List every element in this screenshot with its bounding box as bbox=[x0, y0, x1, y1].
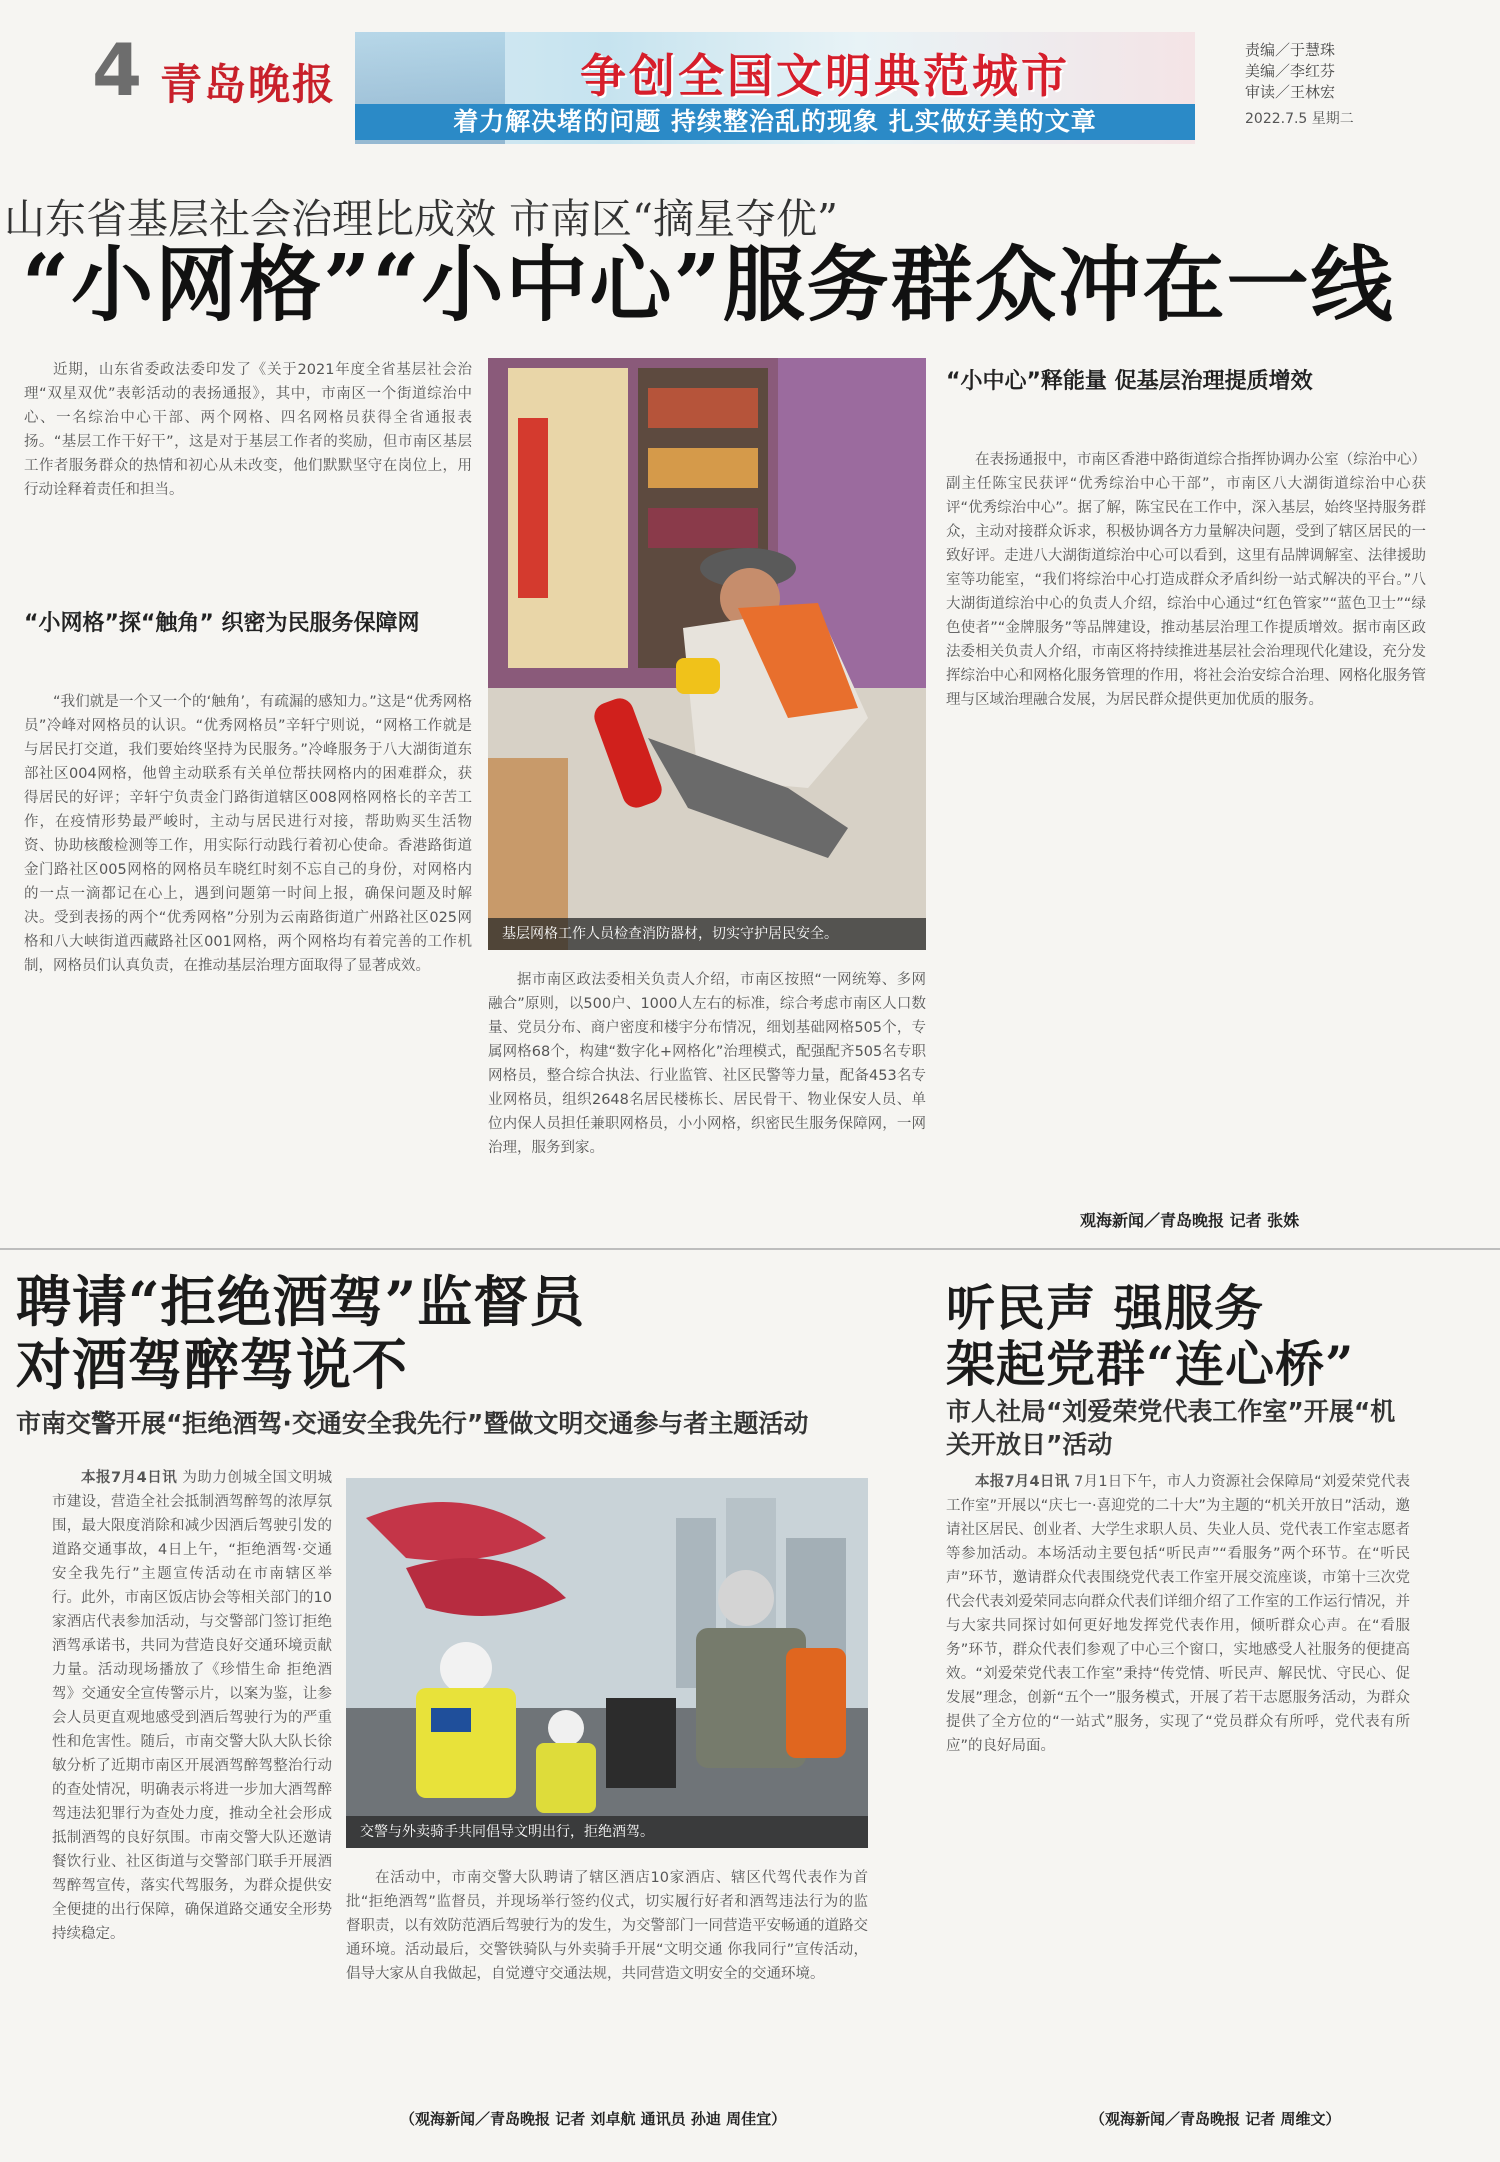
lead-byline: 观海新闻／青岛晚报 记者 张姝 bbox=[1080, 1211, 1300, 1230]
lead-intro bbox=[24, 358, 472, 602]
story2-photo bbox=[346, 1478, 868, 1848]
newspaper-logo: 青岛晚报 bbox=[160, 60, 337, 109]
lead-subhead-2: “小中心”释能量 促基层治理提质增效 bbox=[946, 369, 1313, 394]
photo-caption: 基层网格工作人员检查消防器材，切实守护居民安全。 bbox=[488, 918, 926, 950]
story2-subtitle: 市南交警开展“拒绝酒驾·交通安全我先行”暨做文明交通参与者主题活动 bbox=[16, 1409, 809, 1438]
story3-headline-line: 听民声 强服务 bbox=[946, 1279, 1265, 1337]
publication-date: 2022.7.5 星期二 bbox=[1245, 111, 1354, 127]
banner-slogan: 争创全国文明典范城市 bbox=[580, 49, 1070, 103]
lead-photo bbox=[488, 358, 926, 950]
firefighter-inspection-image bbox=[488, 358, 926, 950]
story2-column-b bbox=[346, 1866, 868, 2102]
editor-line: 责编／于慧珠 bbox=[1245, 41, 1336, 59]
story2-headline bbox=[16, 1270, 916, 1397]
column-paragraph: 在活动中，市南交警大队聘请了辖区酒店10家酒店、辖区代驾代表作为首批“拒绝酒驾”监督员，并现场举行签约仪式，切实履行好者和酒驾违法行为的监督职责，以有效防范酒后驾驶行为的发生，为交警部门一同营造平安畅通的道路交通环境。活动最后，交警铁骑队与外卖骑手开展“文明交通 你我同行”宣传活动，倡导大家从自我做起，自觉遵守交通法规，共同营造文明安全的交通环境。 bbox=[346, 1870, 868, 1982]
photo-caption: 交警与外卖骑手共同倡导文明出行，拒绝酒驾。 bbox=[346, 1816, 868, 1848]
intro-paragraph: 近期，山东省委政法委印发了《关于2021年度全省基层社会治理“双星双优”表彰活动的表扬通报》，其中，市南区一个街道综治中心、一名综治中心干部、两个网格、四名网格员获得全省通报表扬。“基层工作干好干”，这是对于基层工作者的奖励，但市南区基层工作者服务群众的热情和初心从未改变，他们默默坚守在岗位上，用行动诠释着责任和担当。 bbox=[24, 362, 472, 498]
lead-headline: “小网格”“小中心”服务群众冲在一线 bbox=[22, 237, 1395, 333]
story3-byline: （观海新闻／青岛晚报 记者 周维文） bbox=[1090, 2110, 1341, 2128]
column-paragraph: “我们就是一个又一个的‘触角’，有疏漏的感知力。”这是“优秀网格员”冷峰对网格员的认识。“优秀网格员”辛轩宁则说，“网格工作就是与居民打交道，我们要始终坚持为民服务。”冷峰服务于八大湖街道东部社区004网格，他曾主动联系有关单位帮扶网格内的困难群众，获得居民的好评；辛轩宁负责金门路街道辖区008网格网格长的辛苦工作，在疫情形势最严峻时，主动与居民进行对接，帮助购买生活物资、协助核酸检测等工作，用实际行动践行着初心使命。香港路街道金门路社区005网格的网格员车晓红时刻不忘自己的身份，对网格内的一点一滴都记在心上，遇到问题第一时间上报，确保问题及时解决。受到表扬的两个“优秀网格”分别为云南路街道广州路社区025网格和八大峡街道西藏路社区001网格，两个网格均有着完善的工作机制，网格员们认真负责，在推动基层治理方面取得了显著成效。 bbox=[24, 694, 472, 974]
story2-headline-line: 聘请“拒绝酒驾”监督员 bbox=[16, 1269, 586, 1334]
lead-column-3 bbox=[946, 448, 1426, 1200]
column-paragraph: 据市南区政法委相关负责人介绍，市南区按照“一网统筹、多网融合”原则，以500户、1000人左右的标准，综合考虑市南区人口数量、党员分布、商户密度和楼宇分布情况，细划基础网格505个，专属网格68个，构建“数字化+网格化”治理模式，配强配齐505名专职网格员，整合综合执法、行业监管、社区民警等力量，配备453名专业网格员，组织2648名居民楼栋长、居民骨干、物业保安人员、单位内保人员担任兼职网格员，小小网格，织密民生服务保障网，一网治理，服务到家。 bbox=[488, 972, 926, 1156]
campaign-banner bbox=[355, 32, 1195, 144]
lead-kicker: 山东省基层社会治理比成效 市南区“摘星夺优” bbox=[4, 195, 838, 243]
page-number: 4 bbox=[92, 28, 143, 112]
story3-body bbox=[946, 1470, 1410, 2098]
section-divider bbox=[0, 1248, 1500, 1250]
story3-subtitle: 市人社局“刘爱荣党代表工作室”开展“机关开放日”活动 bbox=[946, 1397, 1396, 1459]
story2-column-a bbox=[52, 1466, 332, 2138]
story3-dateline: 本报7月4日讯 bbox=[975, 1474, 1070, 1490]
story3-paragraph bbox=[946, 1470, 1410, 1758]
lead-column-1 bbox=[24, 690, 472, 1230]
editor-line: 美编／李红芬 bbox=[1245, 62, 1336, 80]
lead-column-2 bbox=[488, 968, 926, 1230]
story3-headline bbox=[946, 1280, 1486, 1393]
story2-paragraph bbox=[52, 1466, 332, 1946]
story2-text: 为助力创城全国文明城市建设，营造全社会抵制酒驾醉驾的浓厚氛围，最大限度消除和减少因酒后驾驶引发的道路交通事故，4日上午，“拒绝酒驾·交通安全我先行”主题宣传活动在市南辖区举行。此外，市南区饭店协会等相关部门的10家酒店代表参加活动，与交警部门签订拒绝酒驾承诺书，共同为营造良好交通环境贡献力量。活动现场播放了《珍惜生命 拒绝酒驾》交通安全宣传警示片，以案为鉴，让参会人员更直观地感受到酒后驾驶行为的严重性和危害性。随后，市南交警大队大队长徐敏分析了近期市南区开展酒驾醉驾整治行动的查处情况，明确表示将进一步加大酒驾醉驾违法犯罪行为查处力度，推动全社会形成抵制酒驾的良好氛围。市南交警大队还邀请餐饮行业、社区街道与交警部门联手开展酒驾醉驾宣传，落实代驾服务，为群众提供安全便捷的出行保障，确保道路交通安全形势持续稳定。 bbox=[52, 1470, 332, 1942]
editor-credits bbox=[1245, 40, 1335, 103]
story2-byline: （观海新闻／青岛晚报 记者 刘卓航 通讯员 孙迪 周佳宜） bbox=[400, 2110, 787, 2128]
banner-subline: 着力解决堵的问题 持续整治乱的现象 扎实做好美的文章 bbox=[355, 104, 1195, 140]
story3-headline-line: 架起党群“连心桥” bbox=[946, 1335, 1355, 1394]
story3-text: 7月1日下午，市人力资源社会保障局“刘爱荣党代表工作室”开展以“庆七一·喜迎党的二十大”为主题的“机关开放日”活动，邀请社区居民、创业者、大学生求职人员、失业人员、党代表工作室志愿者等参加活动。本场活动主要包括“听民声”“看服务”两个环节。在“听民声”环节，邀请群众代表围绕党代表工作室开展交流座谈，市第十三次党代会代表刘爱荣同志向群众代表们详细介绍了工作室的工作运行情况，并与大家共同探讨如何更好地发挥党代表作用，倾听群众心声。在“看服务”环节，群众代表们参观了中心三个窗口，实地感受人社服务的便捷高效。“刘爱荣党代表工作室”秉持“传党情、听民声、解民忧、守民心、促发展”理念，创新“五个一”服务模式，开展了若干志愿服务活动，为群众提供了全方位的“一站式”服务，实现了“党员群众有所呼，党代表有所应”的良好局面。 bbox=[946, 1474, 1410, 1754]
lead-subhead-1: “小网格”探“触角” 织密为民服务保障网 bbox=[24, 611, 420, 636]
traffic-police-image bbox=[346, 1478, 868, 1848]
story2-headline-line: 对酒驾醉驾说不 bbox=[16, 1332, 409, 1398]
story2-dateline: 本报7月4日讯 bbox=[81, 1470, 178, 1486]
column-paragraph: 在表扬通报中，市南区香港中路街道综合指挥协调办公室（综治中心）副主任陈宝民获评“优秀综治中心干部”，市南区八大湖街道综治中心获评“优秀综治中心”。据了解，陈宝民在工作中，深入基层，始终坚持服务群众，主动对接群众诉求，积极协调各方力量解决问题，受到了辖区居民的一致好评。走进八大湖街道综治中心可以看到，这里有品牌调解室、法律援助室等功能室，“我们将综治中心打造成群众矛盾纠纷一站式解决的平台。”八大湖街道综治中心的负责人介绍，综治中心通过“红色管家”“蓝色卫士”“绿色使者”“金牌服务”等品牌建设，推动基层治理工作提质增效。据市南区政法委相关负责人介绍，市南区将持续推进基层社会治理现代化建设，充分发挥综治中心和网格化服务管理的作用，将社会治安综合治理、网格化服务管理与区域治理融合发展，为居民群众提供更加优质的服务。 bbox=[946, 452, 1426, 708]
editor-line: 审读／王林宏 bbox=[1245, 83, 1336, 101]
